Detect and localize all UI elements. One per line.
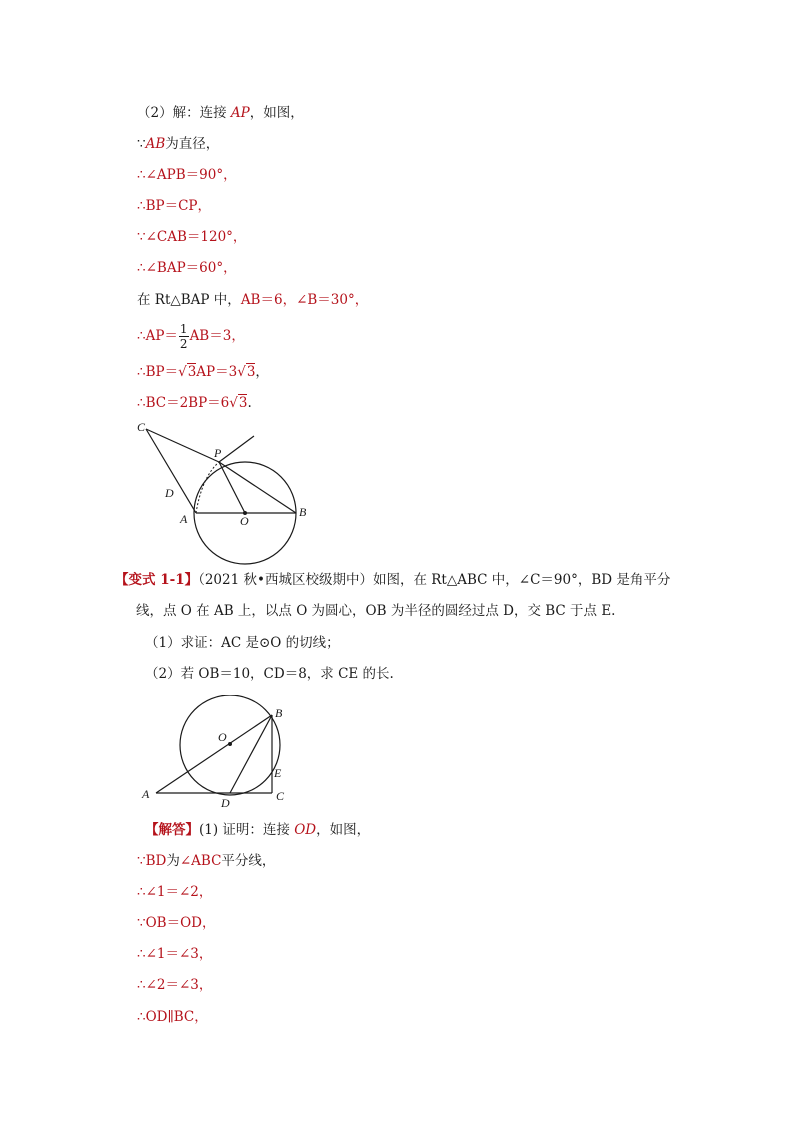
label-c: C: [137, 420, 146, 434]
segment-od: OD: [294, 822, 317, 838]
label-p: P: [214, 446, 222, 460]
variant-problem: [115, 570, 680, 590]
text: ，如图，: [249, 105, 304, 121]
text: .: [247, 395, 252, 411]
solution-line-2: [137, 134, 219, 154]
radicand: 3: [187, 364, 197, 380]
question-1: （1）求证：AC 是⊙O 的切线；: [145, 635, 340, 651]
label-o: O: [240, 514, 249, 528]
solution-line-10: [137, 393, 252, 413]
answer-tag: 【解答】: [145, 822, 199, 838]
segment-pb: [219, 462, 296, 513]
tangent-line: [219, 436, 254, 462]
solution-line-5: ∵∠CAB＝120°，: [137, 229, 247, 245]
answer-line-5: ∴∠1＝∠3，: [137, 946, 213, 962]
sqrt-three: √3: [178, 364, 197, 380]
variant-tag: 【变式 1-1】: [115, 572, 199, 588]
geometry-figure-1: [132, 415, 332, 565]
fraction-one-half: [179, 322, 189, 351]
answer-line-7: ∴OD∥BC，: [137, 1009, 208, 1025]
text: ∴BC＝2BP＝6: [137, 395, 230, 411]
question-2: （2）若 OB＝10，CD＝8，求 CE 的长.: [145, 666, 394, 682]
text: 在 Rt△BAP 中，: [137, 292, 241, 308]
center-point-o: [228, 742, 232, 746]
text: 为直径，: [165, 136, 220, 152]
text: ，如图，: [316, 822, 371, 838]
angle-abc: ∠ABC: [179, 853, 222, 869]
because-symbol: ∵: [137, 136, 146, 152]
text: 平分线，: [221, 853, 276, 869]
segment-ca: [146, 429, 196, 513]
solution-line-3: ∴∠APB＝90°，: [137, 167, 237, 183]
radicand: 3: [238, 395, 248, 411]
label-a: A: [180, 512, 188, 526]
answer-line-4: ∵OB＝OD，: [137, 915, 216, 931]
radicand: 3: [246, 364, 256, 380]
label-b: B: [275, 706, 283, 720]
given-values: AB＝6，∠B＝30°，: [240, 292, 369, 308]
label-e: E: [274, 766, 282, 780]
answer-line-3: ∴∠1＝∠2，: [137, 884, 213, 900]
segment-ab: AB: [145, 136, 166, 152]
answer-line-2: [137, 851, 275, 871]
solution-line-7: [137, 290, 368, 310]
geometry-figure-2: [138, 695, 298, 815]
text: ，: [255, 364, 269, 380]
solution-line-4: ∴BP＝CP，: [137, 198, 212, 214]
text: （2）解：连接: [137, 105, 227, 121]
label-d: D: [221, 796, 230, 810]
solution-line-1: [137, 103, 304, 123]
fraction-numerator: 1: [179, 322, 188, 336]
sqrt-three: √3: [229, 395, 248, 411]
text: AB＝3，: [189, 328, 245, 344]
fraction-denominator: 2: [179, 337, 188, 351]
segment-ap-dashed: [196, 462, 219, 513]
solution-line-6: ∴∠BAP＝60°，: [137, 260, 237, 276]
segment-ap: AP: [230, 105, 250, 121]
label-a: A: [142, 787, 150, 801]
answer-line-1: [145, 820, 370, 840]
answer-line-6: ∴∠2＝∠3，: [137, 977, 213, 993]
text: 为: [166, 853, 180, 869]
label-b: B: [299, 505, 307, 519]
problem-source: （2021 秋•西城区校级期中）: [198, 572, 373, 588]
solution-line-8: [137, 318, 245, 354]
label-o: O: [218, 730, 227, 744]
solution-line-9: [137, 362, 269, 382]
variant-problem-line-2: 线，点 O 在 AB 上，以点 O 为圆心，OB 为半径的圆经过点 D，交 BC 于点 E.: [136, 603, 616, 619]
segment-ab: [156, 715, 272, 793]
segment-bd: ∵BD: [137, 853, 167, 869]
segment-po: [219, 462, 245, 513]
problem-text: 如图，在 Rt△ABC 中，∠C＝90°，BD 是角平分: [372, 572, 671, 588]
segment-cp: [146, 429, 219, 462]
text: ∴BP＝: [137, 364, 179, 380]
text: (1) 证明：连接: [199, 822, 290, 838]
label-c: C: [276, 789, 285, 803]
label-d: D: [165, 486, 174, 500]
text: AP＝3: [196, 364, 238, 380]
segment-bd: [230, 715, 272, 793]
text: ∴AP＝: [137, 328, 178, 344]
sqrt-three: √3: [237, 364, 256, 380]
